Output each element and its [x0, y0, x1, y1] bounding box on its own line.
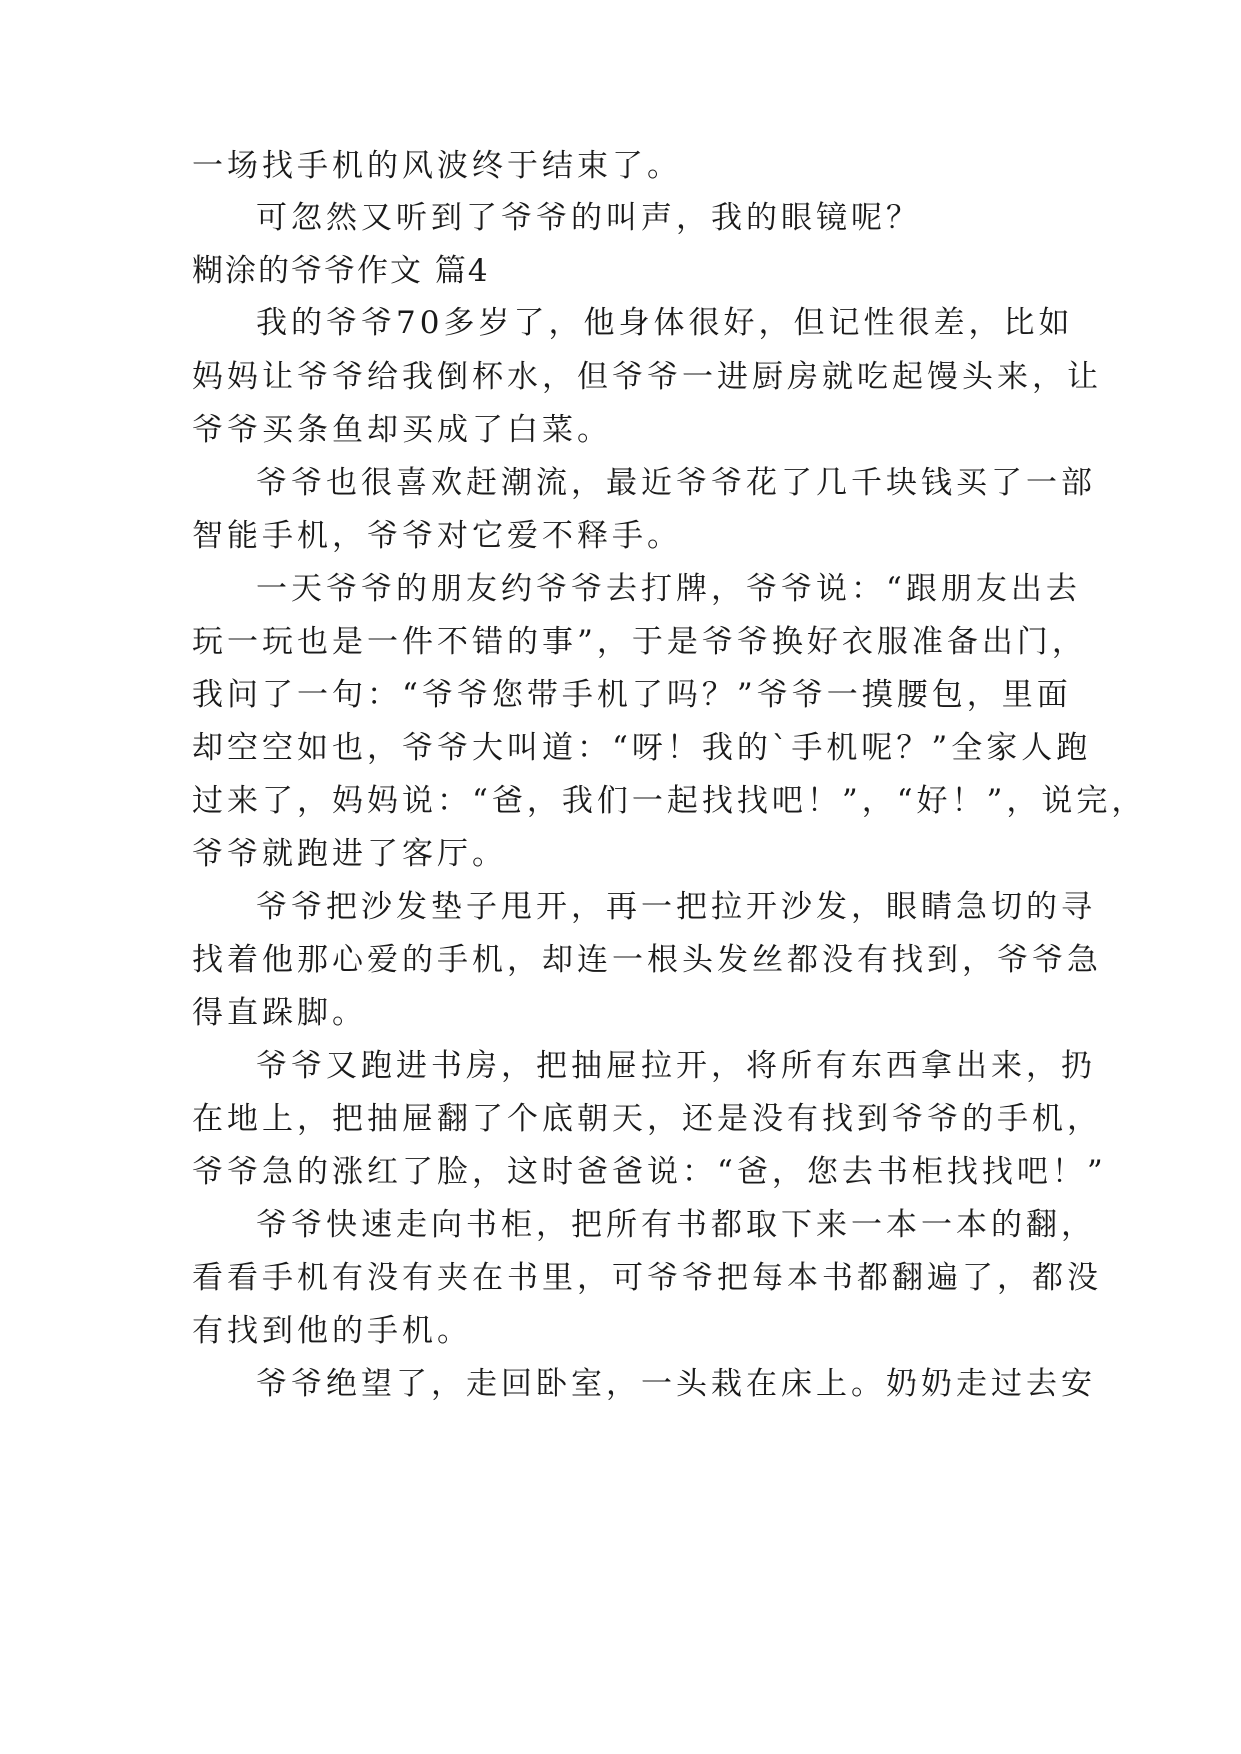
text-line-1: 一场找手机的风波终于结束了。: [192, 148, 682, 184]
text-line-21: 爷爷快速走向书柜，把所有书都取下来一本一本的翻，: [256, 1207, 1096, 1243]
text-line-12: 却空空如也，爷爷大叫道：“呀！我的`手机呢？”全家人跑: [192, 730, 1092, 766]
text-line-8: 智能手机，爷爷对它爱不释手。: [192, 518, 682, 554]
text-line-5: 妈妈让爷爷给我倒杯水，但爷爷一进厨房就吃起馒头来，让: [192, 359, 1102, 395]
text-line-7: 爷爷也很喜欢赶潮流，最近爷爷花了几千块钱买了一部: [256, 465, 1096, 501]
text-line-24: 爷爷绝望了，走回卧室，一头栽在床上。奶奶走过去安: [256, 1366, 1096, 1402]
text-line-20: 爷爷急的涨红了脸，这时爸爸说：“爸，您去书柜找找吧！”: [192, 1154, 1107, 1190]
text-line-13: 过来了，妈妈说：“爸，我们一起找找吧！”，“好！”，说完，: [192, 783, 1147, 819]
text-line-22: 看看手机有没有夹在书里，可爷爷把每本书都翻遍了，都没: [192, 1260, 1102, 1296]
text-line-23: 有找到他的手机。: [192, 1313, 472, 1349]
text-line-4: 我的爷爷70多岁了，他身体很好，但记性很差，比如: [256, 305, 1074, 341]
text-line-2: 可忽然又听到了爷爷的叫声，我的眼镜呢？: [256, 200, 921, 236]
text-line-16: 找着他那心爱的手机，却连一根头发丝都没有找到，爷爷急: [192, 942, 1102, 978]
text-line-11: 我问了一句：“爷爷您带手机了吗？”爷爷一摸腰包，里面: [192, 677, 1072, 713]
text-line-15: 爷爷把沙发垫子甩开，再一把拉开沙发，眼睛急切的寻: [256, 889, 1096, 925]
text-line-17: 得直跺脚。: [192, 995, 367, 1031]
text-line-10: 玩一玩也是一件不错的事”，于是爷爷换好衣服准备出门，: [192, 624, 1087, 660]
text-line-14: 爷爷就跑进了客厅。: [192, 836, 507, 872]
text-line-6: 爷爷买条鱼却买成了白菜。: [192, 412, 612, 448]
text-line-19: 在地上，把抽屉翻了个底朝天，还是没有找到爷爷的手机，: [192, 1101, 1102, 1137]
text-line-9: 一天爷爷的朋友约爷爷去打牌，爷爷说：“跟朋友出去: [256, 571, 1081, 607]
section-heading: 糊涂的爷爷作文 篇4: [192, 253, 490, 289]
text-line-18: 爷爷又跑进书房，把抽屉拉开，将所有东西拿出来，扔: [256, 1048, 1096, 1084]
